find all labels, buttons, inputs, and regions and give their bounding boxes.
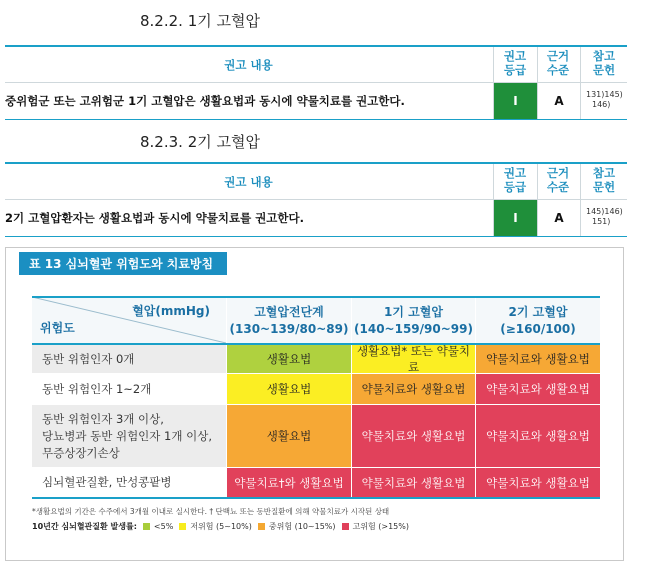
legend-item: 중위험 (10~15%) xyxy=(268,522,336,531)
legend-swatch-icon xyxy=(342,523,349,530)
cell-yellow: 생활요법* 또는 약물치료 xyxy=(352,345,475,373)
legend xyxy=(32,521,409,532)
row-label: 동반 위험인자 3개 이상, 당뇨병과 동반 위험인자 1개 이상, 무증상장기손상 xyxy=(32,405,226,467)
divider xyxy=(580,47,581,119)
header-ref: 참고 문헌 xyxy=(592,49,616,77)
divider xyxy=(5,162,627,164)
cell-orange: 생활요법 xyxy=(227,405,351,467)
cell-red: 약물치료와 생활요법 xyxy=(476,374,600,404)
references: 145)146) 151) xyxy=(586,207,623,226)
column-header: 2기 고혈압 (≥160/100) xyxy=(476,298,600,343)
row-label: 심뇌혈관질환, 만성콩팥병 xyxy=(32,468,226,497)
divider xyxy=(580,164,581,236)
divider xyxy=(5,236,627,237)
header-level: 근거 수준 xyxy=(546,166,570,194)
footnote: *생활요법의 기간은 수주에서 3개월 이내로 실시한다. † 단백뇨 또는 동반질환에 의해 약물치료가 시작된 상태 xyxy=(32,507,390,516)
section-title: 8.2.3. 2기 고혈압 xyxy=(140,133,260,151)
evidence-level: A xyxy=(554,94,564,108)
header-level: 근거 수준 xyxy=(546,49,570,77)
recommendation-text: 중위험군 또는 고위험군 1기 고혈압은 생활요법과 동시에 약물치료를 권고한다. xyxy=(5,94,405,108)
cell-yellow: 생활요법 xyxy=(227,374,351,404)
cell-red: 약물치료와 생활요법 xyxy=(476,468,600,497)
legend-swatch-icon xyxy=(179,523,186,530)
cell-green: 생활요법 xyxy=(227,345,351,373)
divider xyxy=(32,497,600,499)
corner-header: 혈압(mmHg) 위험도 xyxy=(32,297,226,343)
legend-swatch-icon xyxy=(143,523,150,530)
cell-red: 약물치료†와 생활요법 xyxy=(227,468,351,497)
legend-title: 10년간 심뇌혈관질환 발생률: xyxy=(32,522,137,531)
cell-orange: 약물치료와 생활요법 xyxy=(352,374,475,404)
column-header: 1기 고혈압 (140~159/90~99) xyxy=(352,298,475,343)
header-content: 권고 내용 xyxy=(224,58,273,72)
cell-red: 약물치료와 생활요법 xyxy=(352,468,475,497)
cell-orange: 약물치료와 생활요법 xyxy=(476,345,600,373)
legend-item: 저위험 (5~10%) xyxy=(190,522,252,531)
header-grade: 권고 등급 xyxy=(503,49,527,77)
table-caption: 표 13 심뇌혈관 위험도와 치료방침 xyxy=(19,252,227,275)
legend-item: 고위험 (>15%) xyxy=(352,522,409,531)
divider xyxy=(5,119,627,120)
grade-badge: I xyxy=(494,200,537,236)
section-title: 8.2.2. 1기 고혈압 xyxy=(140,12,260,30)
column-header: 고혈압전단계 (130~139/80~89) xyxy=(227,298,351,343)
legend-item: <5% xyxy=(153,522,174,531)
grade-badge: I xyxy=(494,83,537,119)
recommendation-text: 2기 고혈압환자는 생활요법과 동시에 약물치료를 권고한다. xyxy=(5,211,305,225)
cell-red: 약물치료와 생활요법 xyxy=(352,405,475,467)
evidence-level: A xyxy=(554,211,564,225)
corner-diagonal xyxy=(32,297,226,343)
header-grade: 권고 등급 xyxy=(503,166,527,194)
header-content: 권고 내용 xyxy=(224,175,273,189)
divider xyxy=(5,45,627,47)
row-label: 동반 위험인자 1~2개 xyxy=(32,374,226,404)
row-label: 동반 위험인자 0개 xyxy=(32,345,226,373)
cell-red: 약물치료와 생활요법 xyxy=(476,405,600,467)
references: 131)145) 146) xyxy=(586,90,623,109)
header-ref: 참고 문헌 xyxy=(592,166,616,194)
legend-swatch-icon xyxy=(258,523,265,530)
